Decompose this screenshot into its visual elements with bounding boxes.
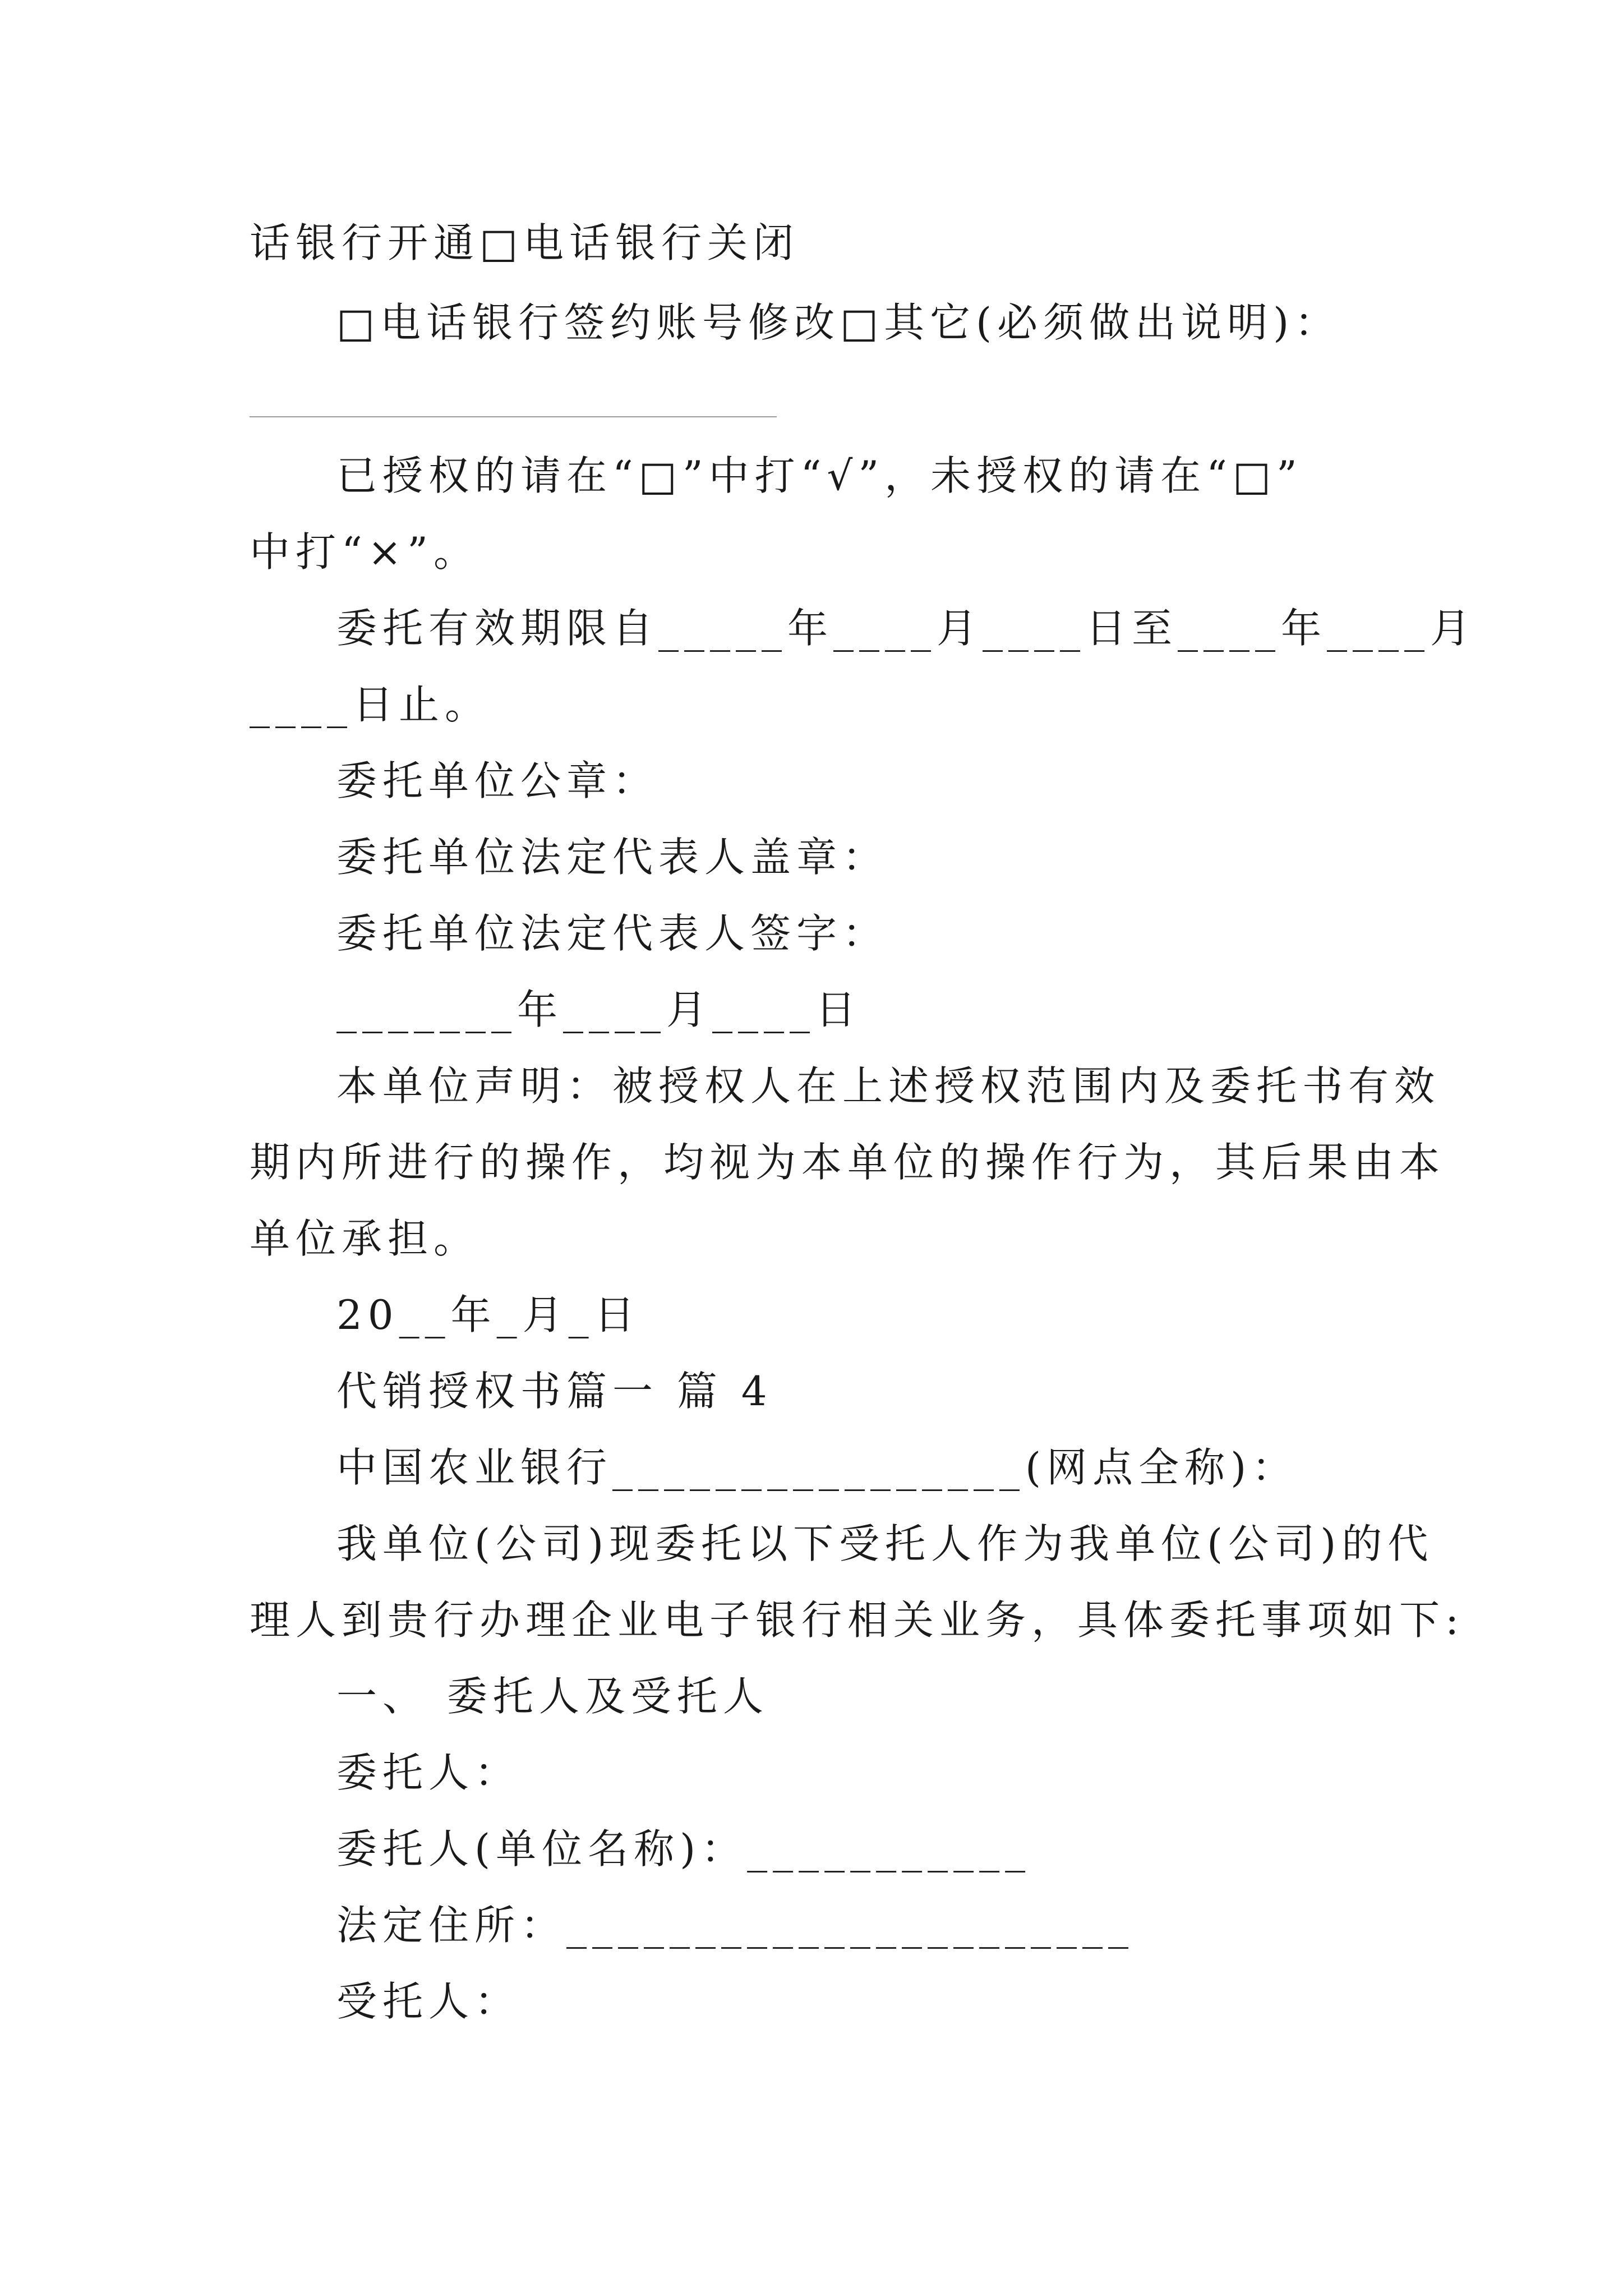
text-line: 一、 委托人及受托人 — [336, 1673, 769, 1720]
text-line: 本单位声明：被授权人在上述授权范围内及委托书有效 — [336, 1062, 1441, 1110]
text-line: 委托人(单位名称)：___________ — [336, 1825, 1031, 1872]
text-line: 代销授权书篇一 篇 4 — [336, 1368, 773, 1415]
text-line: 委托有效期限自_____年____月____日至____年____月 — [336, 605, 1477, 652]
text-line: 中国农业银行________________(网点全称)： — [336, 1444, 1298, 1491]
blank-rule — [250, 416, 777, 417]
text-line: 话银行开通□电话银行关闭 — [250, 219, 800, 266]
text-line: 期内所进行的操作，均视为本单位的操作行为，其后果由本 — [250, 1139, 1446, 1186]
text-line: 委托单位公章： — [336, 757, 659, 804]
text-line: 委托单位法定代表人盖章： — [336, 834, 889, 881]
text-line: 委托单位法定代表人签字： — [336, 910, 889, 957]
text-line: ____日止。 — [250, 681, 491, 728]
text-line: 我单位(公司)现委托以下受托人作为我单位(公司)的代 — [336, 1520, 1434, 1567]
text-line: 已授权的请在“□”中打“√”，未授权的请在“□” — [336, 452, 1303, 499]
text-line: 中打“×”。 — [250, 528, 479, 576]
text-line: 理人到贵行办理企业电子银行相关业务，具体委托事项如下: — [250, 1596, 1465, 1644]
text-line: 单位承担。 — [250, 1215, 480, 1262]
text-line: 委托人： — [336, 1749, 521, 1796]
text-line: _______年____月____日 — [336, 986, 861, 1033]
text-line: 受托人： — [336, 1978, 521, 2025]
text-line: □电话银行签约账号修改□其它(必须做出说明)： — [336, 299, 1341, 346]
text-line: 20__年_月_日 — [336, 1291, 640, 1338]
text-line: 法定住所：______________________ — [336, 1902, 1135, 1949]
